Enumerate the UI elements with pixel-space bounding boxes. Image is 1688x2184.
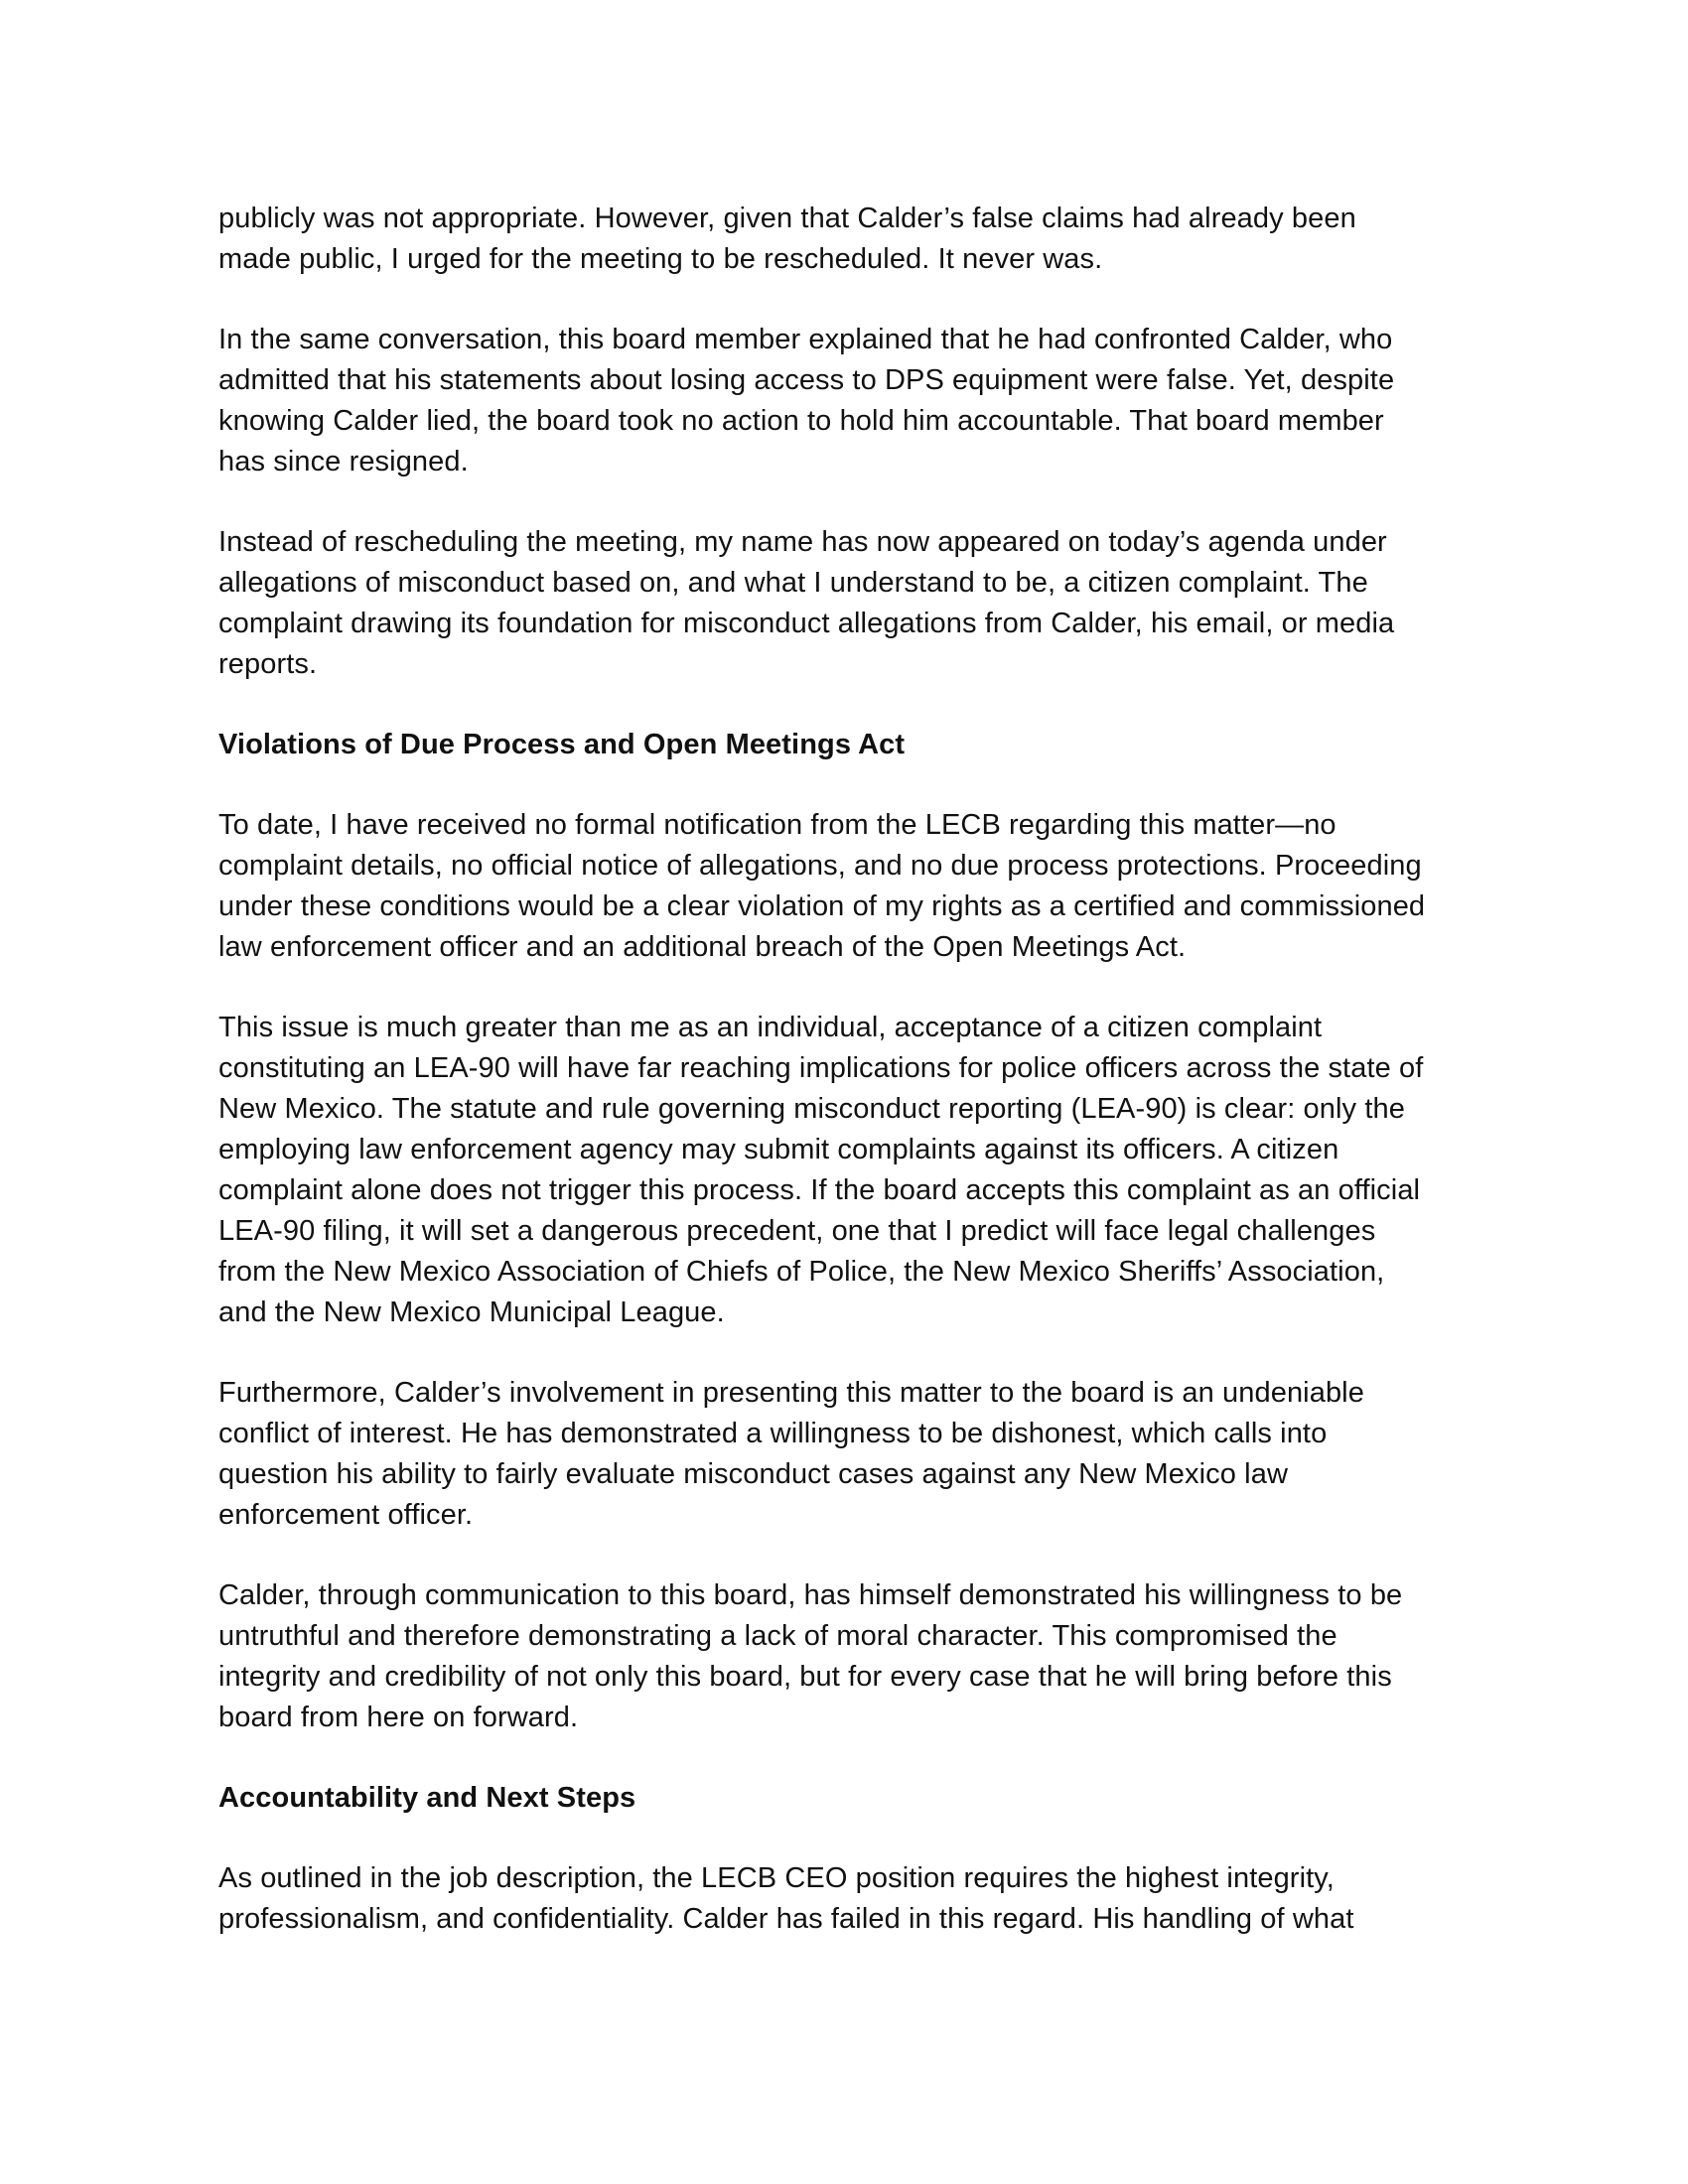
paragraph-line: enforcement officer. — [218, 1499, 474, 1531]
body-paragraph — [218, 1858, 1499, 1940]
body-paragraph — [218, 320, 1499, 482]
document-body — [218, 199, 1499, 1979]
paragraph-line: complaint alone does not trigger this process. If the board accepts this complaint as an official — [218, 1174, 1421, 1206]
paragraph-line: In the same conversation, this board member explained that he had confronted Calder, who — [218, 324, 1393, 355]
paragraph-line: Furthermore, Calder’s involvement in presenting this matter to the board is an undeniable — [218, 1377, 1364, 1409]
paragraph-line: reports. — [218, 648, 318, 680]
paragraph-line: board from here on forward. — [218, 1702, 579, 1733]
paragraph-line: Calder, through communication to this board, has himself demonstrated his willingness to be — [218, 1579, 1403, 1611]
paragraph-line: Instead of rescheduling the meeting, my name has now appeared on today’s agenda under — [218, 526, 1387, 558]
body-paragraph — [218, 522, 1499, 685]
paragraph-line: allegations of misconduct based on, and what I understand to be, a citizen complaint. The — [218, 567, 1368, 599]
paragraph-line: publicly was not appropriate. However, given that Calder’s false claims had already been — [218, 203, 1356, 234]
paragraph-line: New Mexico. The statute and rule governing misconduct reporting (LEA-90) is clear: only the — [218, 1093, 1405, 1125]
paragraph-line: conflict of interest. He has demonstrated a willingness to be dishonest, which calls into — [218, 1418, 1328, 1449]
paragraph-line: This issue is much greater than me as an individual, acceptance of a citizen complaint — [218, 1012, 1323, 1043]
paragraph-line: admitted that his statements about losing access to DPS equipment were false. Yet, despite — [218, 364, 1395, 396]
paragraph-line: constituting an LEA-90 will have far reaching implications for police officers across the state of — [218, 1052, 1424, 1084]
paragraph-line: LEA-90 filing, it will set a dangerous precedent, one that I predict will face legal challenges — [218, 1215, 1376, 1247]
heading-text: Accountability and Next Steps — [218, 1782, 636, 1814]
paragraph-line: To date, I have received no formal notification from the LECB regarding this matter—no — [218, 809, 1336, 841]
paragraph-line: has since resigned. — [218, 446, 469, 478]
body-paragraph — [218, 1373, 1499, 1536]
paragraph-line: integrity and credibility of not only this board, but for every case that he will bring before this — [218, 1661, 1392, 1693]
paragraph-line: made public, I urged for the meeting to be rescheduled. It never was. — [218, 243, 1103, 275]
paragraph-line: under these conditions would be a clear violation of my rights as a certified and commissioned — [218, 890, 1426, 922]
section-heading — [218, 725, 1499, 765]
heading-text: Violations of Due Process and Open Meetings Act — [218, 729, 906, 760]
paragraph-line: complaint drawing its foundation for misconduct allegations from Calder, his email, or media — [218, 608, 1395, 639]
paragraph-line: complaint details, no official notice of allegations, and no due process protections. Proceeding — [218, 850, 1422, 882]
paragraph-line: knowing Calder lied, the board took no action to hold him accountable. That board member — [218, 405, 1384, 437]
paragraph-line: from the New Mexico Association of Chiefs of Police, the New Mexico Sheriffs’ Association, — [218, 1256, 1385, 1288]
paragraph-line: law enforcement officer and an additional breach of the Open Meetings Act. — [218, 931, 1187, 963]
paragraph-line: untruthful and therefore demonstrating a lack of moral character. This compromised the — [218, 1620, 1337, 1652]
body-paragraph — [218, 1008, 1499, 1333]
section-heading — [218, 1778, 1499, 1819]
body-paragraph — [218, 199, 1499, 280]
paragraph-line: As outlined in the job description, the LECB CEO position requires the highest integrity, — [218, 1862, 1335, 1894]
paragraph-line: professionalism, and confidentiality. Calder has failed in this regard. His handling of what — [218, 1903, 1354, 1935]
paragraph-line: question his ability to fairly evaluate misconduct cases against any New Mexico law — [218, 1458, 1288, 1490]
body-paragraph — [218, 805, 1499, 968]
body-paragraph — [218, 1575, 1499, 1738]
paragraph-line: and the New Mexico Municipal League. — [218, 1297, 725, 1328]
paragraph-line: employing law enforcement agency may submit complaints against its officers. A citizen — [218, 1134, 1339, 1165]
